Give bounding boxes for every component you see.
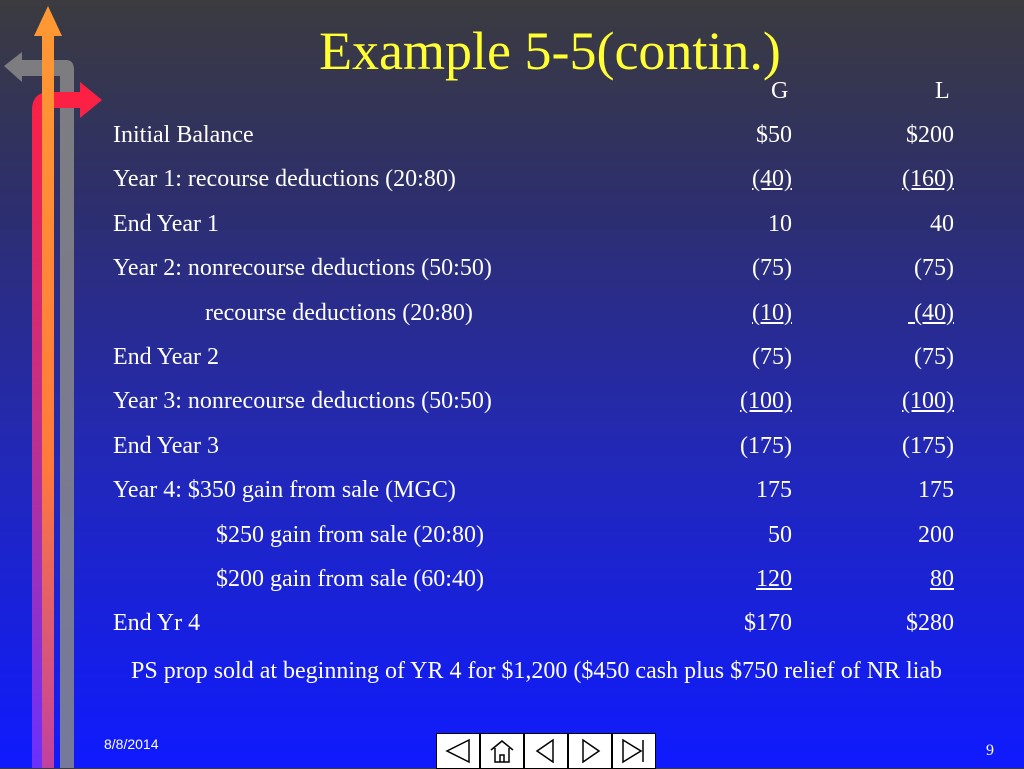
cell-l: 175 bbox=[918, 477, 954, 504]
row-label: Initial Balance bbox=[113, 122, 254, 148]
table-row bbox=[113, 342, 973, 386]
row-label: recourse deductions (20:80) bbox=[205, 299, 473, 326]
cell-g: (100) bbox=[740, 388, 792, 415]
cell-l: 80 bbox=[930, 566, 954, 592]
cell-l: (175) bbox=[902, 432, 954, 459]
row-label: End Year 3 bbox=[113, 432, 219, 459]
cell-g: 50 bbox=[768, 521, 792, 548]
table-row bbox=[113, 253, 973, 297]
table-row bbox=[113, 475, 973, 519]
slide-title: Example 5-5(contin.) bbox=[319, 21, 781, 81]
first-slide-icon bbox=[443, 738, 473, 764]
table-row bbox=[113, 608, 973, 652]
cell-l: 200 bbox=[918, 521, 954, 548]
cell-g: (10) bbox=[752, 299, 792, 326]
cell-l: (160) bbox=[902, 166, 954, 193]
row-label: Year 2: nonrecourse deductions (50:50) bbox=[113, 255, 492, 282]
cell-l: 40 bbox=[930, 210, 954, 237]
row-label: $200 gain from sale (60:40) bbox=[216, 566, 484, 592]
last-slide-icon bbox=[619, 738, 649, 764]
cell-l: $280 bbox=[906, 610, 954, 637]
cell-l: (75) bbox=[914, 344, 954, 370]
cell-l: (40) bbox=[908, 299, 954, 326]
footnote: PS prop sold at beginning of YR 4 for $1,200 ($450 cash plus $750 relief of NR liab bbox=[131, 658, 943, 684]
table-row bbox=[113, 431, 973, 475]
table-row bbox=[113, 120, 973, 164]
cell-l: (100) bbox=[902, 388, 954, 415]
cell-g: $170 bbox=[744, 610, 792, 637]
row-label: End Year 1 bbox=[113, 210, 219, 237]
cell-g: $50 bbox=[756, 122, 792, 148]
row-label: Year 4: $350 gain from sale (MGC) bbox=[113, 477, 456, 504]
row-label: Year 3: nonrecourse deductions (50:50) bbox=[113, 388, 492, 415]
previous-slide-icon bbox=[531, 738, 561, 764]
table-row bbox=[113, 386, 973, 430]
cell-g: (175) bbox=[740, 432, 792, 459]
table-row bbox=[113, 564, 973, 608]
row-label: End Yr 4 bbox=[113, 610, 201, 637]
cell-g: 120 bbox=[756, 566, 792, 592]
next-slide-icon bbox=[575, 738, 605, 764]
cell-l: $200 bbox=[906, 122, 954, 148]
cell-g: (40) bbox=[752, 166, 792, 193]
column-header-g: G bbox=[771, 78, 789, 104]
cell-g: (75) bbox=[752, 344, 792, 370]
slide-date: 8/8/2014 bbox=[104, 736, 159, 752]
table-row bbox=[113, 520, 973, 564]
table-row bbox=[113, 164, 973, 208]
previous-slide-button[interactable] bbox=[524, 733, 568, 769]
row-label: End Year 2 bbox=[113, 344, 219, 370]
home-button[interactable] bbox=[480, 733, 524, 769]
column-header-l: L bbox=[935, 78, 950, 104]
cell-g: (75) bbox=[752, 255, 792, 282]
slide-navigation bbox=[436, 733, 656, 769]
table-row bbox=[113, 298, 973, 342]
table-row bbox=[113, 209, 973, 253]
home-icon bbox=[487, 738, 517, 764]
first-slide-button[interactable] bbox=[436, 733, 480, 769]
cell-g: 10 bbox=[768, 210, 792, 237]
cell-l: (75) bbox=[914, 255, 954, 282]
cell-g: 175 bbox=[756, 477, 792, 504]
next-slide-button[interactable] bbox=[568, 733, 612, 769]
row-label: $250 gain from sale (20:80) bbox=[216, 521, 484, 548]
last-slide-button[interactable] bbox=[612, 733, 656, 769]
row-label: Year 1: recourse deductions (20:80) bbox=[113, 166, 456, 193]
page-number: 9 bbox=[986, 742, 994, 759]
decorative-arrows bbox=[0, 0, 110, 768]
